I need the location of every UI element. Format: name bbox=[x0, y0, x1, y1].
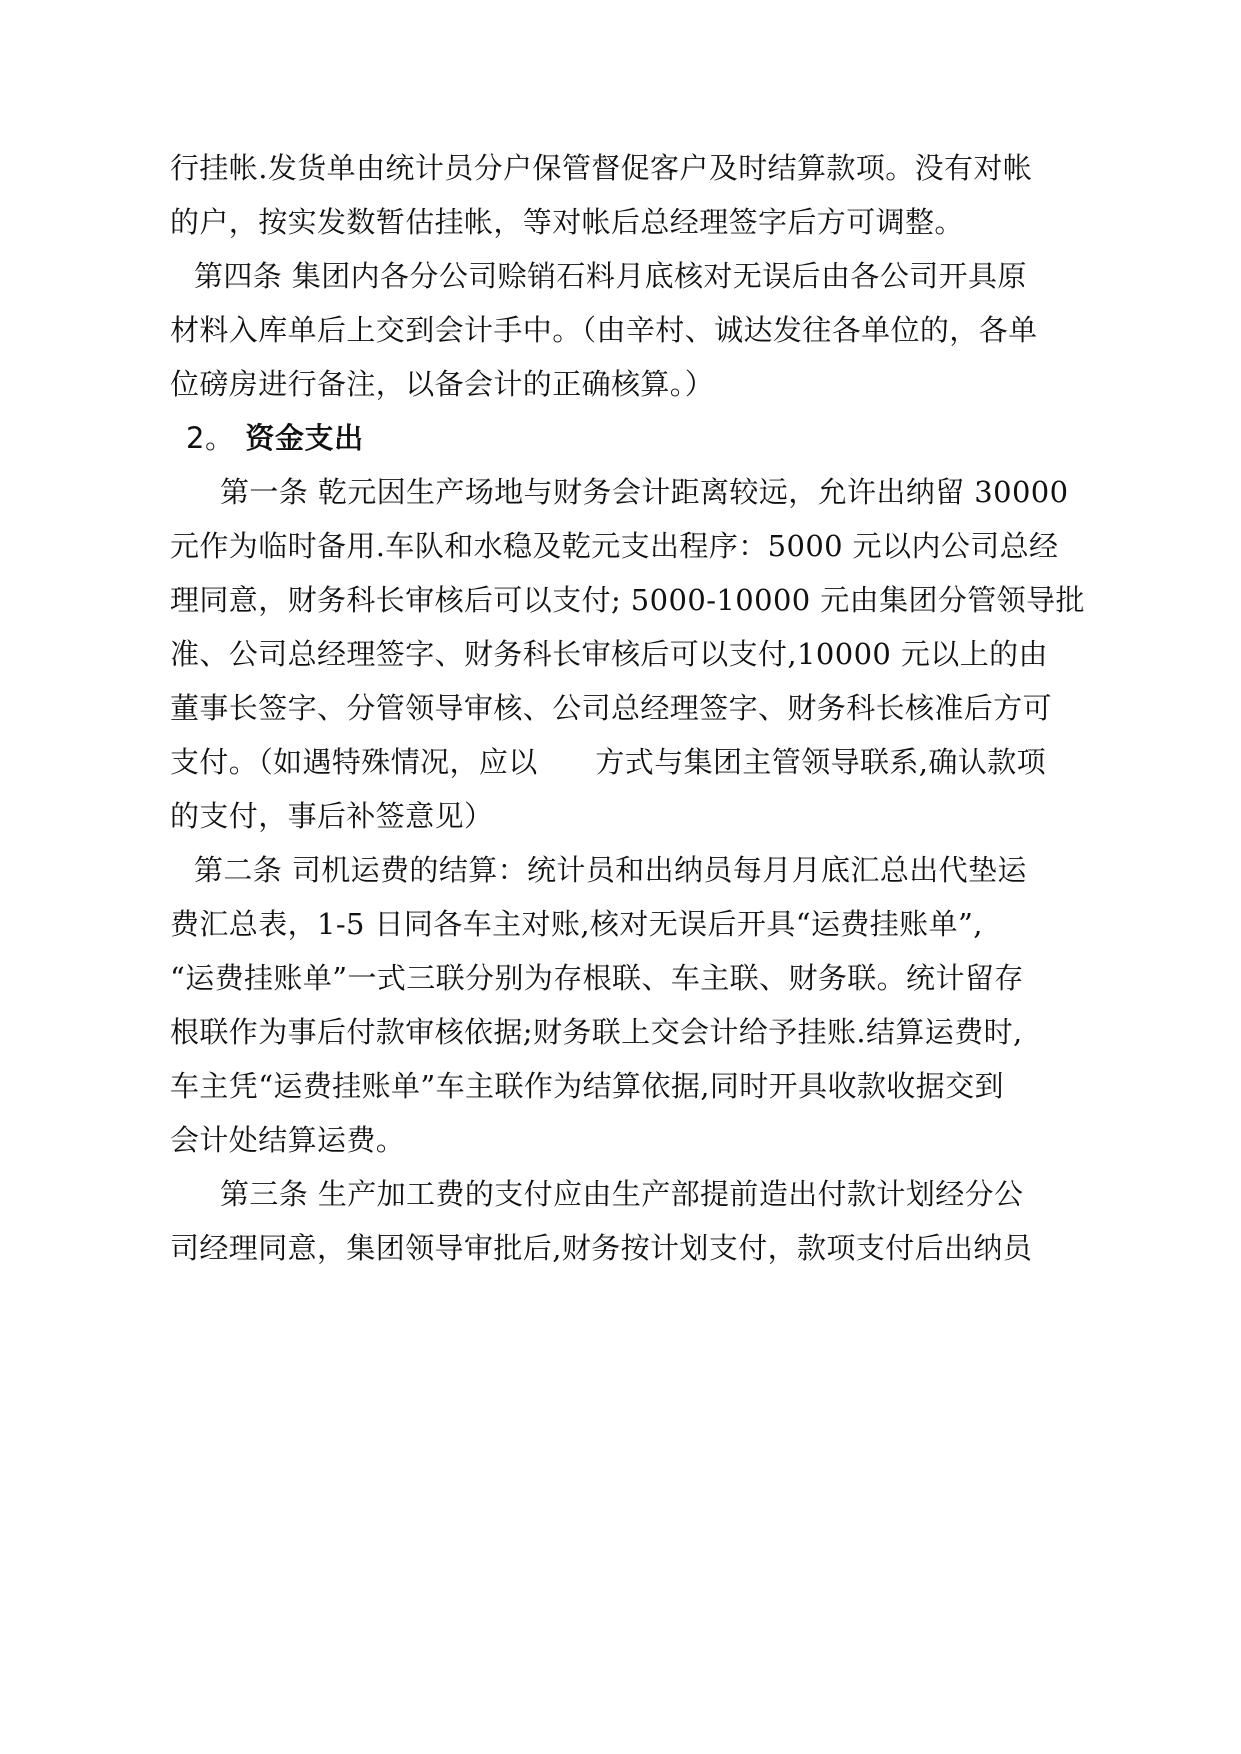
text-line-10: 董事长签字、分管领导审核、公司总经理签字、财务科长核准后方可 bbox=[170, 691, 1053, 725]
text-line-8: 理同意，财务科长审核后可以支付; 5000-10000 元由集团分管领导批 bbox=[170, 583, 1085, 617]
text-line-2: 的户，按实发数暂估挂帐，等对帐后总经理签字后方可调整。 bbox=[170, 205, 964, 239]
section-heading-number: 2。 bbox=[186, 421, 235, 455]
text-line-7: 元作为临时备用.车队和水稳及乾元支出程序：5000 元以内公司总经 bbox=[170, 529, 1059, 563]
section-heading-title: 资金支出 bbox=[245, 421, 364, 455]
text-line-16: 根联作为事后付款审核依据;财务联上交会计给予挂账.结算运费时, bbox=[170, 1015, 1023, 1049]
text-line-4: 材料入库单后上交到会计手中。（由辛村、诚达发往各单位的，各单 bbox=[170, 313, 1038, 347]
text-line-5: 位磅房进行备注，以备会计的正确核算。） bbox=[170, 367, 715, 401]
text-line-3: 第四条 集团内各分公司赊销石料月底核对无误后由各公司开具原 bbox=[194, 259, 1027, 293]
text-line-14: 费汇总表，1-5 日同各车主对账,核对无误后开具“运费挂账单”, bbox=[170, 907, 983, 941]
text-line-15: “运费挂账单”一式三联分别为存根联、车主联、财务联。统计留存 bbox=[170, 961, 1024, 995]
text-line-20: 司经理同意，集团领导审批后,财务按计划支付，款项支付后出纳员 bbox=[170, 1231, 1033, 1265]
text-line-12: 的支付，事后补签意见） bbox=[170, 799, 494, 833]
section-heading bbox=[186, 418, 364, 458]
text-line-6: 第一条 乾元因生产场地与财务会计距离较远，允许出纳留 30000 bbox=[220, 475, 1069, 509]
text-line-17: 车主凭“运费挂账单”车主联作为结算依据,同时开具收款收据交到 bbox=[170, 1069, 1004, 1103]
text-line-13: 第二条 司机运费的结算：统计员和出纳员每月月底汇总出代垫运 bbox=[194, 853, 1027, 887]
text-line-18: 会计处结算运费。 bbox=[170, 1123, 406, 1157]
text-line-9: 准、公司总经理签字、财务科长审核后可以支付,10000 元以上的由 bbox=[170, 637, 1048, 671]
text-line-1: 行挂帐.发货单由统计员分户保管督促客户及时结算款项。没有对帐 bbox=[170, 151, 1033, 185]
text-line-19: 第三条 生产加工费的支付应由生产部提前造出付款计划经分公 bbox=[220, 1177, 1024, 1211]
text-line-11: 支付。（如遇特殊情况，应以 方式与集团主管领导联系,确认款项 bbox=[170, 745, 1047, 779]
